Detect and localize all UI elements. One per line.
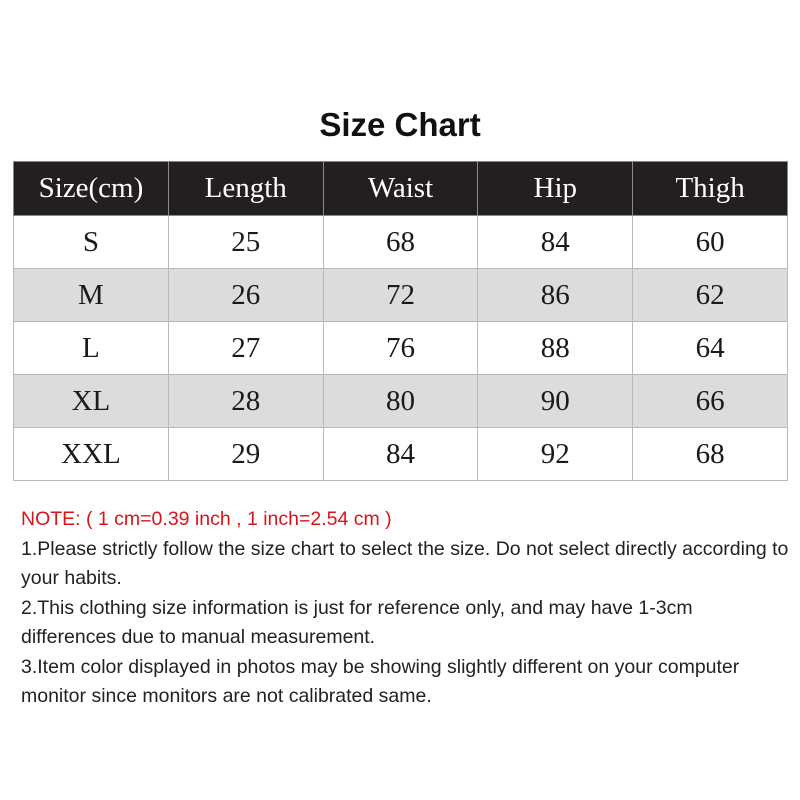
cell-length: 27 xyxy=(168,322,323,375)
cell-thigh: 68 xyxy=(633,428,788,481)
cell-length: 25 xyxy=(168,216,323,269)
cell-length: 28 xyxy=(168,375,323,428)
cell-waist: 68 xyxy=(323,216,478,269)
table-row xyxy=(14,216,788,269)
cell-size: XXL xyxy=(14,428,169,481)
note-item: 1.Please strictly follow the size chart to select the size. Do not select directly according to your habits. xyxy=(21,537,789,589)
table-row xyxy=(14,322,788,375)
cell-thigh: 60 xyxy=(633,216,788,269)
table-row xyxy=(14,269,788,322)
note-item: 2.This clothing size information is just for reference only, and may have 1-3cm differences due to manual measurement. xyxy=(21,596,693,648)
cell-thigh: 64 xyxy=(633,322,788,375)
cell-hip: 84 xyxy=(478,216,633,269)
cell-size: S xyxy=(14,216,169,269)
note-item: 3.Item color displayed in photos may be showing slightly different on your computer monitor since monitors are not calibrated same. xyxy=(21,655,740,707)
cell-size: XL xyxy=(14,375,169,428)
table-row xyxy=(14,428,788,481)
size-chart-table xyxy=(13,161,788,481)
cell-hip: 86 xyxy=(478,269,633,322)
cell-thigh: 62 xyxy=(633,269,788,322)
header-size: Size(cm) xyxy=(14,162,169,216)
cell-waist: 72 xyxy=(323,269,478,322)
header-waist: Waist xyxy=(323,162,478,216)
cell-hip: 88 xyxy=(478,322,633,375)
cell-waist: 84 xyxy=(323,428,478,481)
cell-length: 26 xyxy=(168,269,323,322)
cell-size: L xyxy=(14,322,169,375)
page-title: Size Chart xyxy=(319,106,481,143)
cell-length: 29 xyxy=(168,428,323,481)
cell-waist: 76 xyxy=(323,322,478,375)
cell-size: M xyxy=(14,269,169,322)
table-header-row xyxy=(14,162,788,216)
table-row xyxy=(14,375,788,428)
header-thigh: Thigh xyxy=(633,162,788,216)
header-length: Length xyxy=(168,162,323,216)
header-hip: Hip xyxy=(478,162,633,216)
notes-section xyxy=(21,505,791,712)
cell-waist: 80 xyxy=(323,375,478,428)
cell-hip: 92 xyxy=(478,428,633,481)
cell-thigh: 66 xyxy=(633,375,788,428)
note-title: NOTE: ( 1 cm=0.39 inch , 1 inch=2.54 cm ) xyxy=(21,508,392,530)
cell-hip: 90 xyxy=(478,375,633,428)
